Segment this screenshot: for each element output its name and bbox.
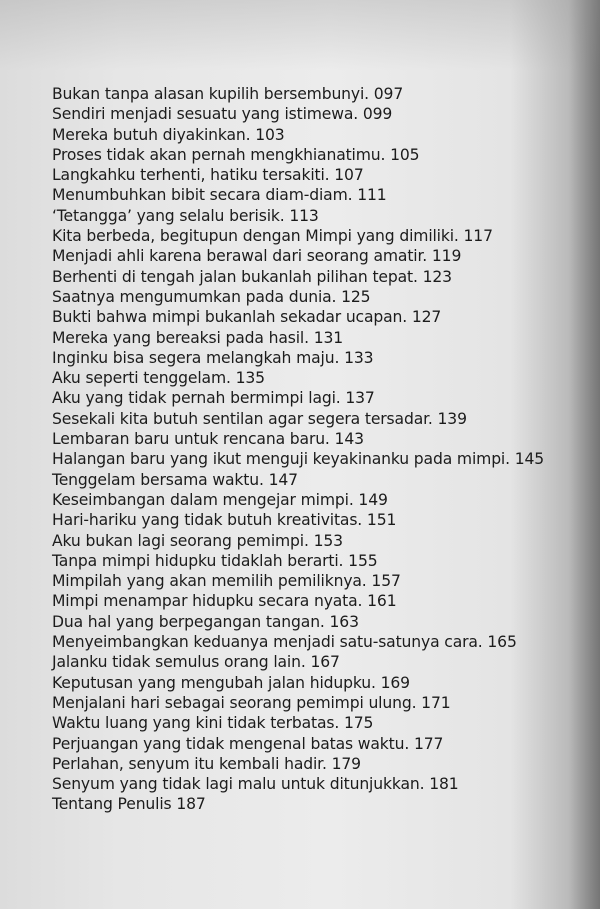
toc-entry: Aku yang tidak pernah bermimpi lagi. 137 [52,389,375,408]
toc-entry: Keseimbangan dalam mengejar mimpi. 149 [52,490,388,509]
toc-entry: Sendiri menjadi sesuatu yang istimewa. 099 [52,105,393,124]
toc-entry: Menjalani hari sebagai seorang pemimpi ulung. 171 [52,693,451,712]
toc-entry: Mimpi menampar hidupku secara nyata. 161 [52,592,397,611]
toc-entry: Perlahan, senyum itu kembali hadir. 179 [52,754,361,773]
toc-entry: Proses tidak akan pernah mengkhianatimu. 105 [52,145,420,164]
toc-entry: Mimpilah yang akan memilih pemiliknya. 157 [52,572,401,591]
toc-entry: Inginku bisa segera melangkah maju. 133 [52,348,374,367]
table-of-contents [52,84,582,815]
toc-entry: Menyeimbangkan keduanya menjadi satu-satunya cara. 165 [52,633,517,652]
toc-entry: Aku bukan lagi seorang pemimpi. 153 [52,531,343,550]
toc-entry: Menjadi ahli karena berawal dari seorang amatir. 119 [52,247,462,266]
page-top-shading [0,0,600,70]
toc-entry: Bukan tanpa alasan kupilih bersembunyi. 097 [52,85,404,103]
toc-entry: Tenggelam bersama waktu. 147 [52,470,298,489]
toc-entry: Berhenti di tengah jalan bukanlah pilihan tepat. 123 [52,267,452,286]
toc-entry: Menumbuhkan bibit secara diam-diam. 111 [52,186,387,205]
toc-entry: Sesekali kita butuh sentilan agar segera tersadar. 139 [52,409,467,428]
toc-entry: Mereka butuh diyakinkan. 103 [52,125,285,144]
toc-entry: Mereka yang bereaksi pada hasil. 131 [52,328,344,347]
toc-entry: Bukti bahwa mimpi bukanlah sekadar ucapan. 127 [52,308,442,327]
toc-entry: Perjuangan yang tidak mengenal batas waktu. 177 [52,734,444,753]
toc-entry: Senyum yang tidak lagi malu untuk ditunjukkan. 181 [52,775,459,794]
toc-entry: Tanpa mimpi hidupku tidaklah berarti. 155 [52,551,378,570]
toc-entry: Jalanku tidak semulus orang lain. 167 [52,653,340,672]
toc-entry: Langkahku terhenti, hatiku tersakiti. 107 [52,166,364,185]
toc-entry: ‘Tetangga’ yang selalu berisik. 113 [52,206,319,225]
toc-entry: Halangan baru yang ikut menguji keyakinanku pada mimpi. 145 [52,450,545,469]
toc-entry: Keputusan yang mengubah jalan hidupku. 169 [52,673,410,692]
toc-entry: Aku seperti tenggelam. 135 [52,369,265,388]
toc-entry: Lembaran baru untuk rencana baru. 143 [52,430,364,449]
toc-entry: Hari-hariku yang tidak butuh kreativitas. 151 [52,511,397,530]
toc-entry: Saatnya mengumumkan pada dunia. 125 [52,287,371,306]
toc-entry: Tentang Penulis 187 [52,795,206,814]
toc-entry: Kita berbeda, begitupun dengan Mimpi yang dimiliki. 117 [52,227,493,246]
toc-entry: Dua hal yang berpegangan tangan. 163 [52,612,359,631]
toc-entry: Waktu luang yang kini tidak terbatas. 175 [52,714,374,733]
